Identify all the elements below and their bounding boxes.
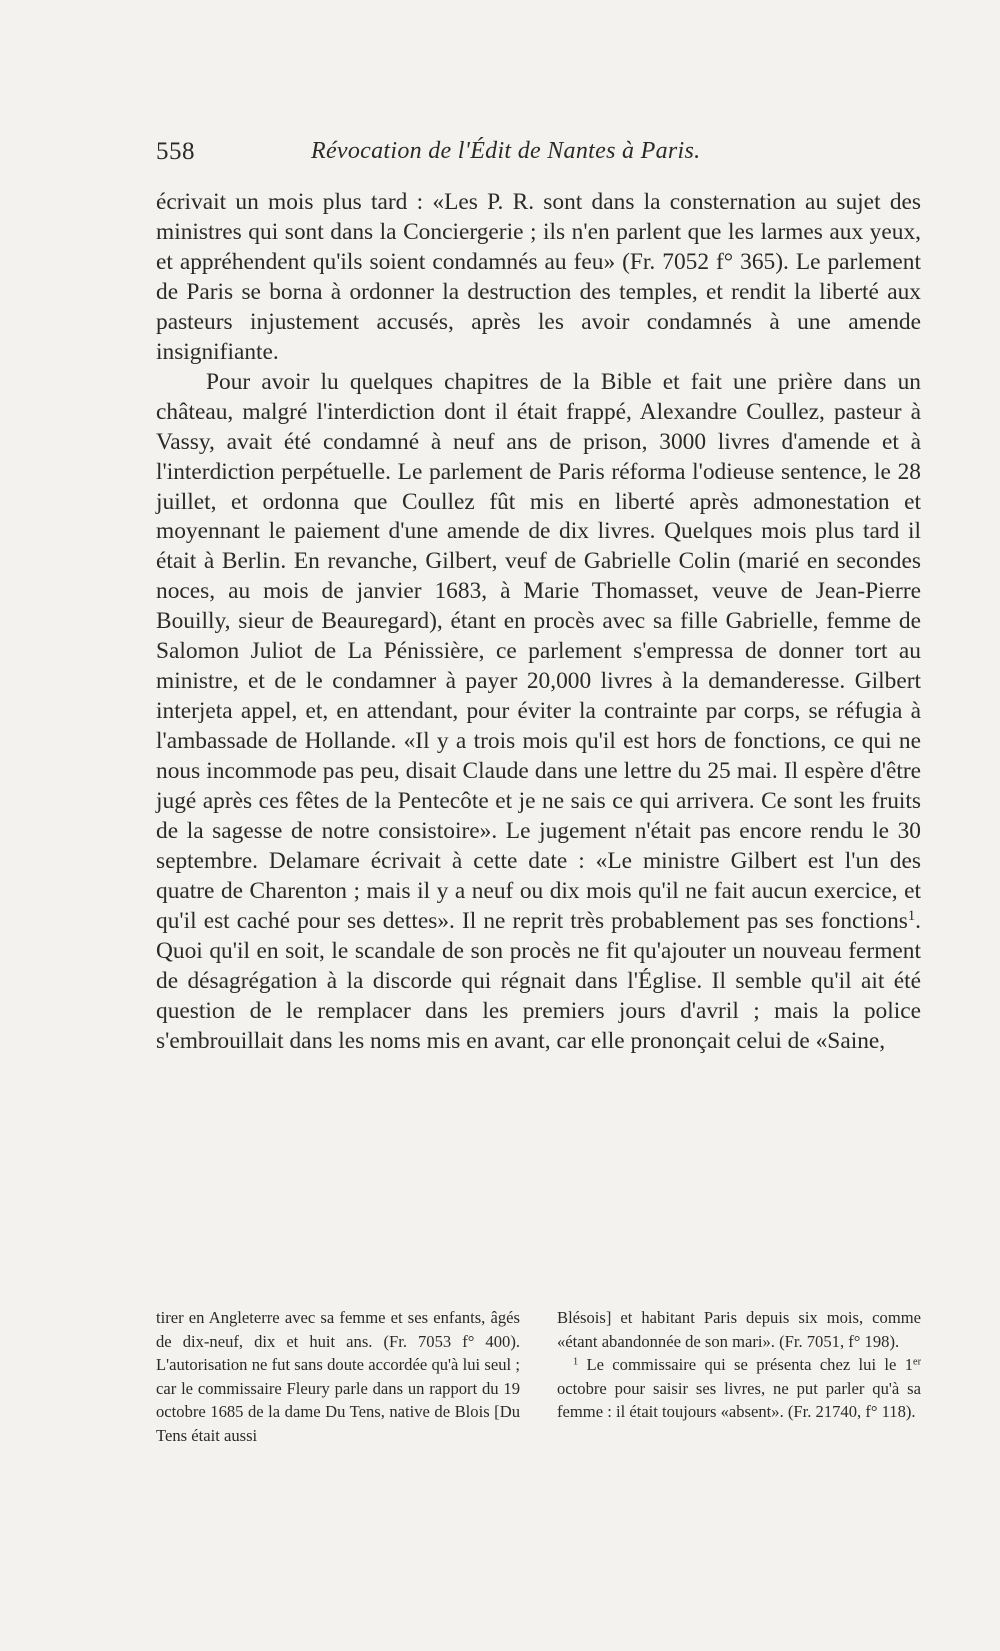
paragraph-2-part-1: Pour avoir lu quelques chapitres de la Bible et fait une prière dans un château, malgré l'interdiction dont il était frappé, Alexandre Coullez, pasteur à Vassy, avait été condamné à neuf ans de prison, 3000 livres d'amende et à l'interdiction perpétuelle. Le parlement de Paris réforma l'odieuse sentence, le 28 juillet, et ordonna que Coullez fût mis en liberté après admonestation et moyennant le paiement d'une amende de dix livres. Quelques mois plus tard il était à Berlin. En revanche, Gilbert, veuf de Gabrielle Colin (marié en secondes noces, au mois de janvier 1683, à Marie Thomasset, veuve de Jean-Pierre Bouilly, sieur de Beauregard), étant en procès avec sa fille Gabrielle, femme de Salomon Juliot de La Pénissière, ce parlement s'empressa de donner tort au ministre, et de le condamner à payer 20,000 livres à la demanderesse. Gilbert interjeta appel, et, en attendant, pour éviter la contrainte par corps, se réfugia à l'ambassade de Hollande. «Il y a trois mois qu'il est hors de fonctions, ce qui ne nous incommode pas peu, disait Claude dans une lettre du 25 mai. Il espère d'être jugé après ces fêtes de la Pentecôte et je ne sais ce qui arrivera. Ce sont les fruits de la sagesse de notre consistoire». Le jugement n'était pas encore rendu le 30 septembre. Delamare écrivait à cette date : «Le ministre Gilbert est l'un des quatre de Charenton ; mais il y a neuf ou dix mois qu'il ne fait aucun exercice, et qu'il est caché pour ses dettes». Il ne reprit très probablement pas ses fonctions — [156, 368, 921, 934]
footnotes — [156, 1306, 921, 1448]
running-title: Révocation de l'Édit de Nantes à Paris. — [311, 138, 701, 164]
footnote-1-marker: 1 — [573, 1356, 579, 1368]
paragraph-2 — [156, 368, 921, 1057]
page-number: 558 — [156, 138, 195, 165]
footnote-1-text-b: octobre pour saisir ses livres, ne put parler qu'à sa femme : il était toujours «absent». (Fr. 21740, f° 118). — [557, 1378, 921, 1422]
main-text — [156, 188, 921, 1057]
footnote-column-left — [156, 1306, 520, 1448]
footnote-1-ordinal: er — [913, 1356, 921, 1368]
footnote-1-text-a: Le commissaire qui se présenta chez lui le 1 — [578, 1355, 913, 1375]
paragraph-2-part-2: . Quoi qu'il en soit, le scandale de son procès ne fit qu'ajouter un nouveau ferment de désagrégation à la discorde qui régnait dans l'Église. Il semble qu'il ait été question de le remplacer dans les premiers jours d'avril ; mais la police s'embrouillait dans les noms mis en avant, car elle prononçait celui de «Saine, — [156, 907, 921, 1054]
footnote-column-right — [557, 1306, 921, 1448]
paragraph-1: écrivait un mois plus tard : «Les P. R. sont dans la consternation au sujet des ministres qui sont dans la Conciergerie ; ils n'en parlent que les larmes aux yeux, et appréhendent qu'ils soient condamnés au feu» (Fr. 7052 f° 365). Le parlement de Paris se borna à ordonner la destruction des temples, et rendit la liberté aux pasteurs injustement accusés, après les avoir condamnés à une amende insignifiante. — [156, 189, 921, 365]
footnote-reference: 1 — [907, 907, 916, 924]
footnote-continuation-right: Blésois] et habitant Paris depuis six mois, comme «étant abandonnée de son mari». (Fr. 7051, f° 198). — [557, 1308, 921, 1351]
footnote-continuation-left: tirer en Angleterre avec sa femme et ses enfants, âgés de dix-neuf, dix et huit ans. (Fr. 7053 f° 400). L'autorisation ne fut sans doute accordée qu'à lui seul ; car le commissaire Fleury parle dans un rapport du 19 octobre 1685 de la dame Du Tens, native de Blois [Du Tens était aussi — [156, 1308, 520, 1445]
page-header — [156, 138, 918, 178]
footnote-1 — [557, 1353, 921, 1424]
